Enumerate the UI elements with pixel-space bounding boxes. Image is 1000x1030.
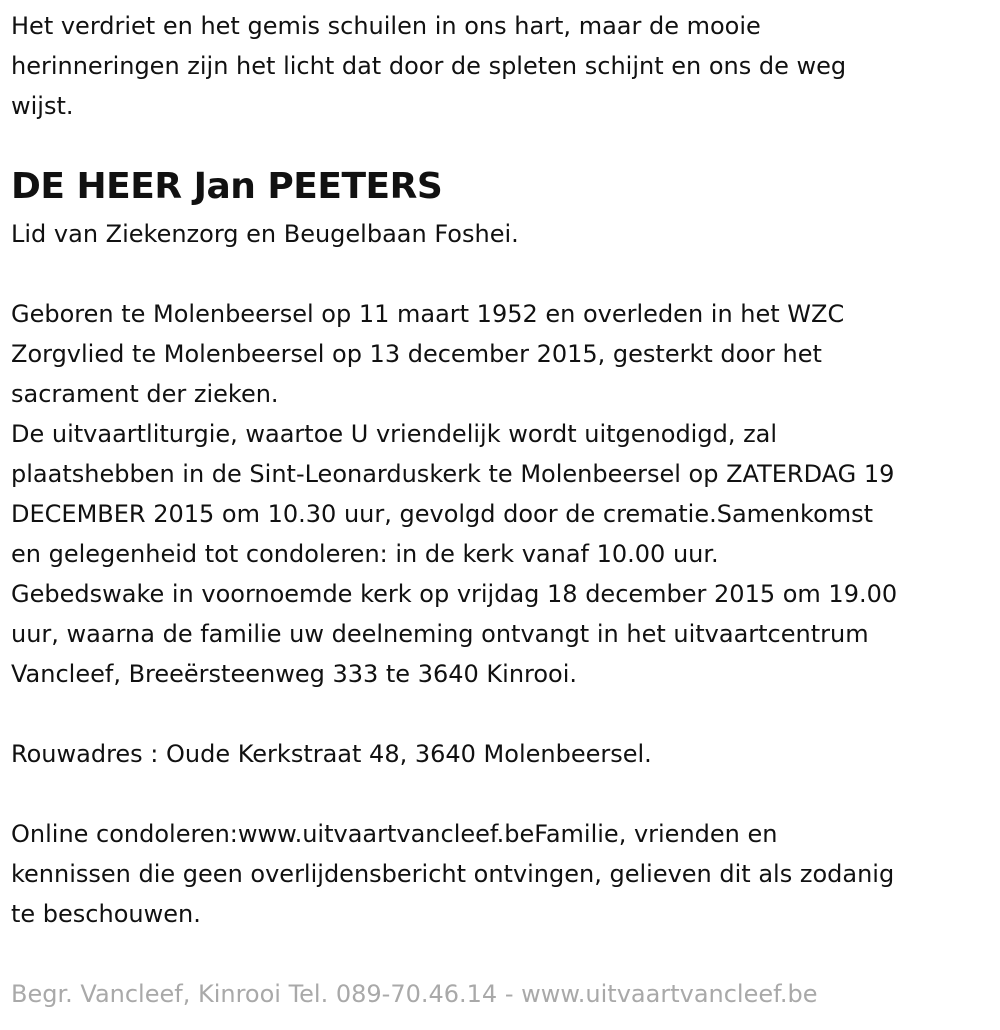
funeral-details [11, 294, 986, 694]
details-line: Gebedswake in voornoemde kerk op vrijdag 18 december 2015 om 19.00 [11, 580, 898, 608]
details-line: DECEMBER 2015 om 10.30 uur, gevolgd door de crematie.Samenkomst [11, 500, 874, 528]
intro-line: herinneringen zijn het licht dat door de spleten schijnt en ons de weg [11, 52, 847, 80]
online-line: Online condoleren:www.uitvaartvancleef.beFamilie, vrienden en [11, 820, 778, 848]
intro-line: wijst. [11, 92, 74, 120]
intro-quote [11, 6, 971, 126]
online-condolences [11, 814, 986, 934]
mourning-address: Rouwadres : Oude Kerkstraat 48, 3640 Molenbeersel. [11, 740, 652, 768]
details-line: plaatshebben in de Sint-Leonarduskerk te Molenbeersel op ZATERDAG 19 [11, 460, 895, 488]
online-line: te beschouwen. [11, 900, 201, 928]
details-line: Geboren te Molenbeersel op 11 maart 1952 en overleden in het WZC [11, 300, 845, 328]
details-line: De uitvaartliturgie, waartoe U vriendelijk wordt uitgenodigd, zal [11, 420, 778, 448]
details-line: sacrament der zieken. [11, 380, 279, 408]
funeral-home-footer: Begr. Vancleef, Kinrooi Tel. 089-70.46.14 - www.uitvaartvancleef.be [11, 980, 818, 1008]
details-line: Zorgvlied te Molenbeersel op 13 december 2015, gesterkt door het [11, 340, 822, 368]
details-line: Vancleef, Breeërsteenweg 333 te 3640 Kinrooi. [11, 660, 578, 688]
online-line: kennissen die geen overlijdensbericht ontvingen, gelieven dit als zodanig [11, 860, 895, 888]
membership-text: Lid van Ziekenzorg en Beugelbaan Foshei. [11, 220, 519, 248]
details-line: uur, waarna de familie uw deelneming ontvangt in het uitvaartcentrum [11, 620, 869, 648]
intro-line: Het verdriet en het gemis schuilen in ons hart, maar de mooie [11, 12, 761, 40]
details-line: en gelegenheid tot condoleren: in de kerk vanaf 10.00 uur. [11, 540, 719, 568]
deceased-name: DE HEER Jan PEETERS [11, 166, 443, 207]
